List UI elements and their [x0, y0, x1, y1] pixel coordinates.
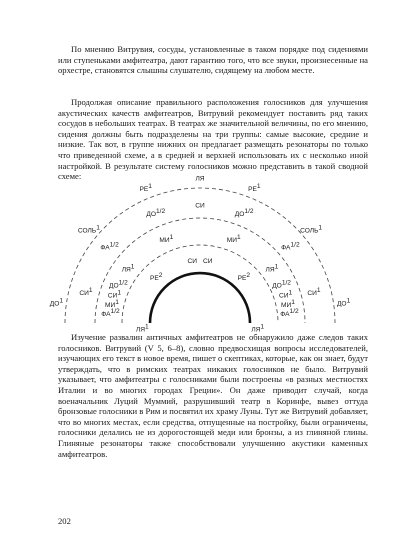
note-label: СИ1 [107, 289, 121, 300]
note-label: РЕ1 [248, 183, 261, 194]
note-label: РЕ2 [237, 272, 251, 283]
note-label: ДО1/2 [146, 208, 166, 219]
note-label: ДО1 [49, 297, 64, 308]
note-label: ФА1/2 [101, 308, 120, 319]
note-label: РЕ1 [139, 183, 152, 194]
note-label: ДО1/2 [109, 279, 128, 290]
note-label: ДО1/2 [272, 279, 291, 290]
paragraph-3: Изучение развалин античных амфитеатров не обнаружило даже следов таких голосников. Витрувий (V 5, 6–8), словно предвосхищая вопросы исследователей, изучающих его текст в новое время, пишет о скептиках, которые, как он знает, будут утверждать, что в римских театрах никаких голосников не было. Витрувий указывает, что амфитеатры с голосниками были построены «в разных местностях Италии и во многих городах Греции». Он даже приводит случай, когда военачальник Луций Муммий, разрушивший театр в Коринфе, вывез оттуда бронзовые голосники в Рим и посвятил их храму Луны. Тут же Витрувий добавляет, что во многих местах, если средства, отпущенные на постройку, были ограничены, голосники делались не из дорогостоящей меди или бронзы, а из глиняной глины. Глиняные резонаторы также способствовали улучшению акустики каменных амфитеатров. [58, 332, 368, 459]
note-label: ФА1/2 [100, 241, 119, 252]
note-label: СИ1 [279, 289, 293, 300]
note-label: СИ [195, 202, 205, 210]
note-label: СИ [202, 258, 213, 265]
inner-arc [122, 245, 278, 323]
note-label: ЛЯ1 [265, 263, 279, 274]
paragraph-1: По мнению Витрувия, сосуды, установленные в таком порядке под сидениями или ступеньками амфитеатра, дают гарантию того, что все звуки, произнесенные на орхестре, становятся слышны слушателю, сидящему на любом месте. [58, 44, 368, 76]
note-label: МИ1 [159, 234, 174, 245]
note-label: ЛЯ1 [251, 323, 265, 334]
note-label: МИ1 [281, 298, 295, 309]
note-label: СОЛЬ1 [300, 224, 323, 235]
note-label: ДО1/2 [234, 208, 254, 219]
note-label: ФА1/2 [281, 241, 300, 252]
note-label: СИ [187, 258, 198, 265]
note-label: МИ1 [226, 234, 241, 245]
note-label: МИ1 [105, 298, 119, 309]
note-label: ЛЯ1 [121, 263, 135, 274]
orchestra-arc [150, 273, 250, 323]
note-label: СИ1 [307, 287, 321, 297]
note-label: ФА1/2 [280, 308, 299, 319]
note-label: РЕ2 [149, 272, 163, 283]
note-label: СИ1 [79, 287, 93, 297]
note-label: ЛЯ [195, 175, 205, 183]
paragraph-2: Продолжая описание правильного расположения голосников для улучшения акустических качеств амфитеатров, Витрувий рекомендует поставить ряд таких сосудов в небольших театрах. В театрах же значительной величины, по его мнению, сидения должны быть подразделены на три группы: самые высокие, средние и низкие. Так вот, в группе нижних он предлагает размещать резонаторы по только что приведенной схеме, а в средней и верхней использовать их с несколько иной настройкой. В результате систему голосников можно представить в такой сводной схеме: [58, 97, 368, 182]
note-label: СОЛЬ1 [77, 224, 100, 235]
note-label: ЛЯ1 [135, 323, 149, 334]
page-number: 202 [58, 516, 71, 526]
resonator-diagram [40, 175, 360, 334]
note-label: ДО1 [336, 297, 351, 308]
diagram-labels [50, 176, 351, 334]
